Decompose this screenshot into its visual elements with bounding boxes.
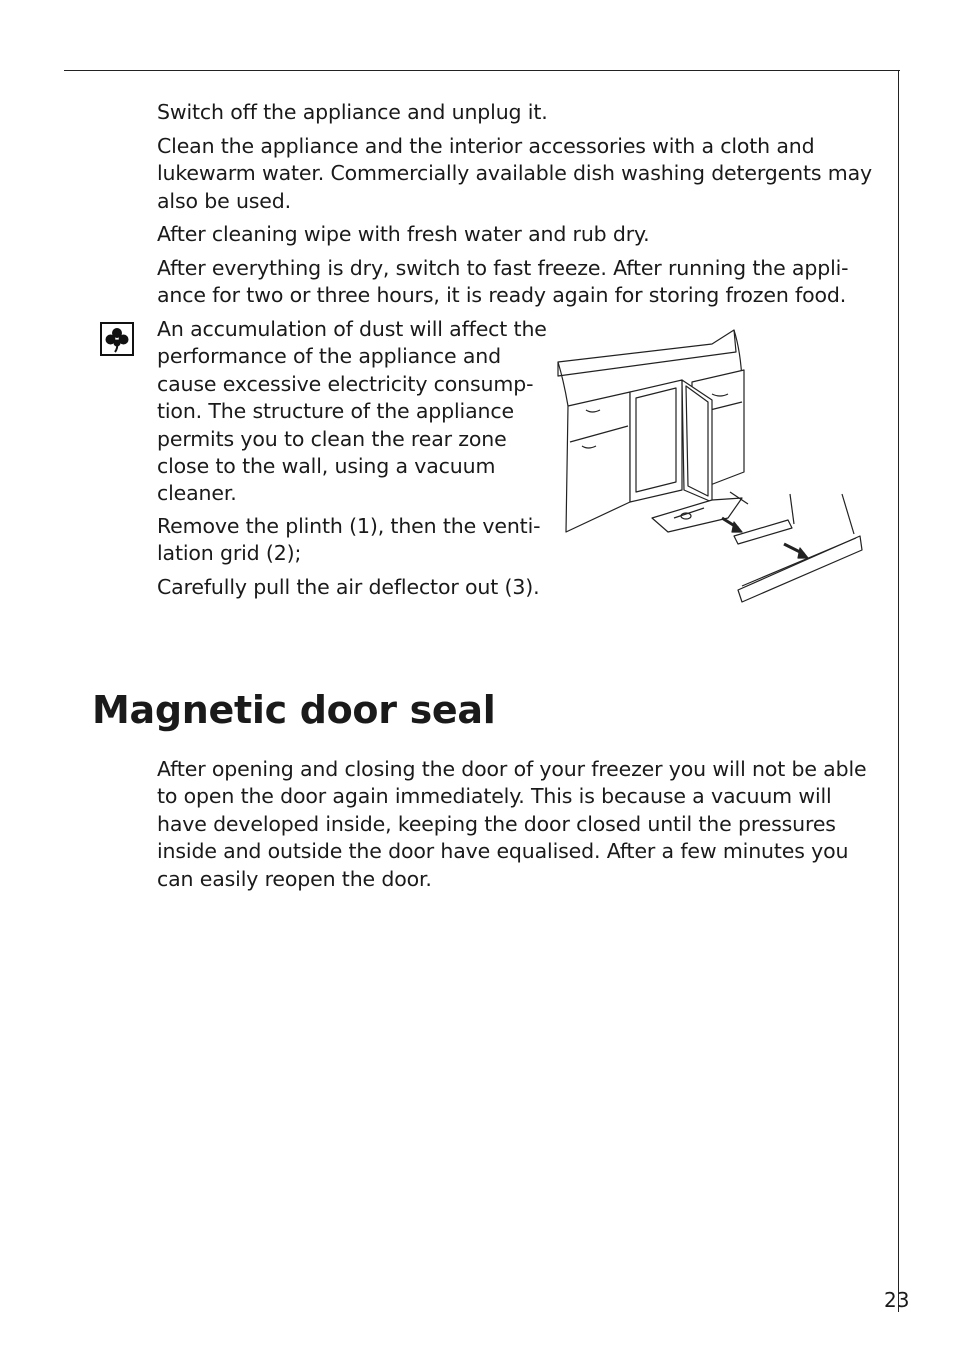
- tip-dust-text: An accumulation of dust will affect the performance of the appliance and cause excessive electricity consump- tion. The structure of the appliance permits you to clean the rear zone close to the wall, using a vacuum cleaner.: [157, 317, 547, 506]
- top-rule: [64, 70, 900, 71]
- right-margin-rule: [898, 70, 899, 1312]
- step-fast-freeze: After everything is dry, switch to fast freeze. After running the appli- ance for two or three hours, it is ready again for storing frozen food.: [157, 256, 849, 308]
- tip-remove-plinth: Remove the plinth (1), then the venti- lation grid (2);: [157, 514, 541, 566]
- step-clean-interior: Clean the appliance and the interior accessories with a cloth and lukewarm water. Commercially available dish washing detergents may also be used.: [157, 134, 872, 213]
- magnetic-seal-body: After opening and closing the door of your freezer you will not be able to open the door again immediately. This is because a vacuum will have developed inside, keeping the door closed until the pressures inside and outside the door have equalised. After a few minutes you can easily reopen the door.: [157, 757, 867, 891]
- page-number: 23: [884, 1288, 910, 1312]
- appliance-plinth-illustration: [552, 322, 867, 604]
- tip-air-deflector: Carefully pull the air deflector out (3).: [157, 575, 540, 599]
- step-switch-off: Switch off the appliance and unplug it.: [157, 100, 548, 124]
- section-heading-magnetic-door-seal: Magnetic door seal: [92, 688, 496, 732]
- clover-tip-icon: [100, 322, 134, 356]
- step-wipe-dry: After cleaning wipe with fresh water and rub dry.: [157, 222, 650, 246]
